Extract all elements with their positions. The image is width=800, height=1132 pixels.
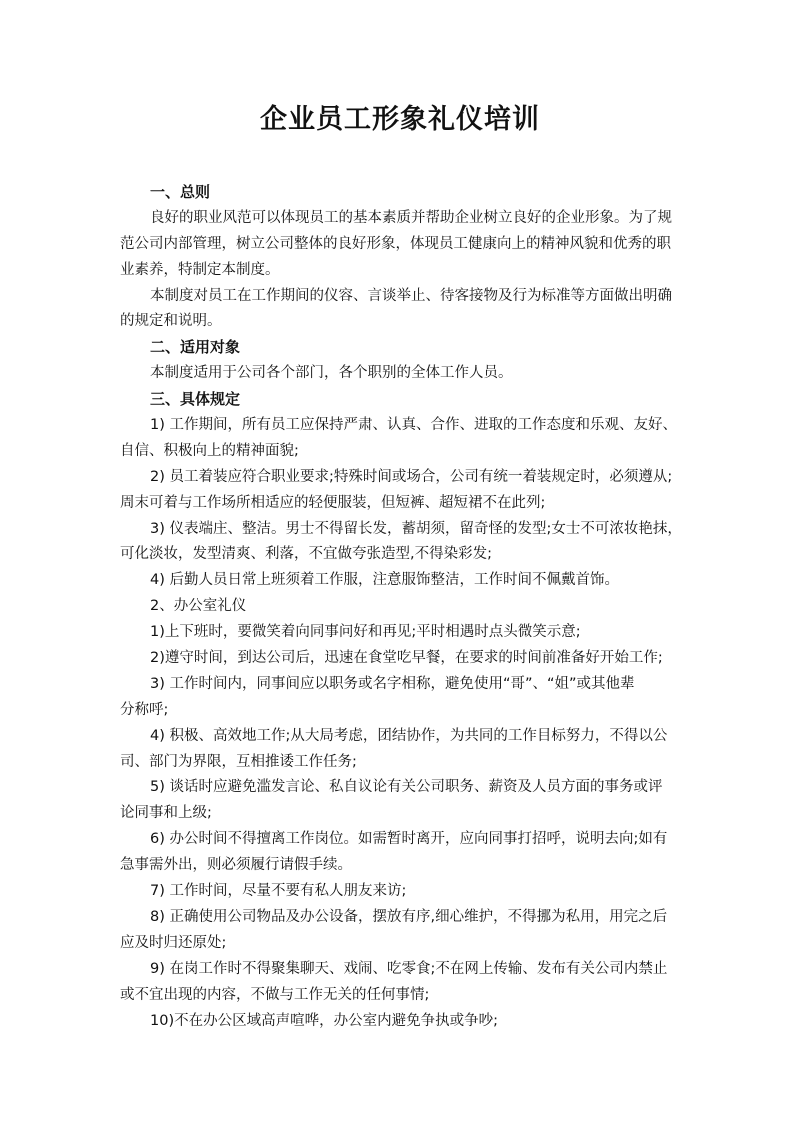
section-heading: 一、总则 bbox=[150, 183, 211, 201]
text-line: 良好的职业风范可以体现员工的基本素质并帮助企业树立良好的企业形象。为了规 bbox=[150, 209, 672, 226]
document-body bbox=[120, 180, 685, 1034]
text-line: 9) 在岗工作时不得聚集聊天、戏闹、吃零食;不在网上传输、发布有关公司内禁止 bbox=[150, 960, 668, 977]
text-line: 或不宜出现的内容，不做与工作无关的任何事情; bbox=[120, 986, 430, 1003]
text-line: 自信、积极向上的精神面貌; bbox=[120, 442, 299, 459]
text-line: 范公司内部管理，树立公司整体的良好形象，体现员工健康向上的精神风貌和优秀的职 bbox=[120, 235, 671, 252]
text-line: 3) 工作时间内，同事间应以职务或名字相称，避免使用“哥”、“姐”或其他辈 bbox=[150, 675, 635, 692]
text-line: 1)上下班时，要微笑着向同事问好和再见;平时相遇时点头微笑示意; bbox=[150, 624, 581, 641]
text-line: 分称呼; bbox=[120, 701, 169, 718]
text-line: 5) 谈话时应避免滥发言论、私自议论有关公司职务、薪资及人员方面的事务或评 bbox=[150, 779, 663, 796]
text-line: 4) 后勤人员日常上班须着工作服，注意服饰整洁，工作时间不佩戴首饰。 bbox=[150, 572, 619, 589]
text-line: 应及时归还原处; bbox=[120, 934, 227, 951]
text-line: 司、部门为界限，互相推诿工作任务; bbox=[120, 753, 357, 770]
text-line: 可化淡妆，发型清爽、利落，不宜做夸张造型,不得染彩发; bbox=[120, 546, 492, 563]
text-line: 本制度适用于公司各个部门，各个职别的全体工作人员。 bbox=[150, 365, 513, 382]
text-line: 2)遵守时间，到达公司后，迅速在食堂吃早餐，在要求的时间前准备好开始工作; bbox=[150, 650, 663, 667]
text-line: 7) 工作时间，尽量不要有私人朋友来访; bbox=[150, 883, 407, 900]
section-heading: 二、适用对象 bbox=[150, 338, 241, 357]
section-heading: 三、具体规定 bbox=[150, 390, 241, 409]
text-line: 6) 办公时间不得擅离工作岗位。如需暂时离开，应向同事打招呼，说明去向;如有 bbox=[150, 831, 668, 848]
text-line: 的规定和说明。 bbox=[120, 313, 222, 330]
text-line: 2) 员工着装应符合职业要求;特殊时间或场合，公司有统一着装规定时，必须遵从; bbox=[150, 468, 673, 485]
text-line: 业素养，特制定本制度。 bbox=[120, 261, 280, 278]
text-line: 10)不在办公区域高声喧哗，办公室内避免争执或争吵; bbox=[150, 1012, 498, 1029]
text-line: 3) 仪表端庄、整洁。男士不得留长发，蓄胡须，留奇怪的发型;女士不可浓妆艳抹， bbox=[150, 520, 682, 537]
text-line: 周末可着与工作场所相适应的轻便服装，但短裤、超短裙不在此列; bbox=[120, 494, 546, 511]
text-line: 4) 积极、高效地工作;从大局考虑，团结协作，为共同的工作目标努力，不得以公 bbox=[150, 727, 668, 744]
text-line: 2、办公室礼仪 bbox=[150, 598, 247, 615]
text-line: 本制度对员工在工作期间的仪容、言谈举止、待客接物及行为标准等方面做出明确 bbox=[150, 287, 672, 304]
document-title: 企业员工形象礼仪培训 bbox=[260, 104, 540, 135]
text-line: 急事需外出，则必须履行请假手续。 bbox=[120, 857, 352, 874]
text-line: 1) 工作期间，所有员工应保持严肃、认真、合作、进取的工作态度和乐观、友好、 bbox=[150, 417, 677, 434]
text-line: 论同事和上级; bbox=[120, 805, 212, 822]
text-line: 8) 正确使用公司物品及办公设备，摆放有序,细心维护，不得挪为私用，用完之后 bbox=[150, 908, 668, 925]
